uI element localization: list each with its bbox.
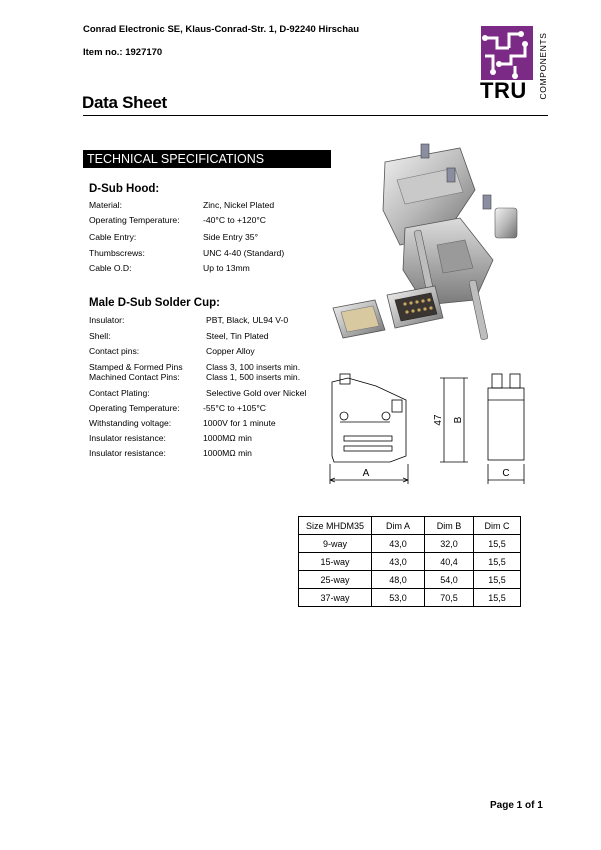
spec-label: Cable Entry:: [89, 232, 137, 242]
spec-label: Operating Temperature:: [89, 403, 180, 413]
table-header: Dim C: [474, 517, 521, 535]
table-row: [299, 589, 521, 607]
technical-drawing: [320, 360, 550, 490]
table-cell: 70,5: [425, 589, 474, 607]
table-row: [299, 553, 521, 571]
table-row: [299, 571, 521, 589]
tech-specs-heading: TECHNICAL SPECIFICATIONS: [83, 150, 331, 168]
table-cell: 48,0: [372, 571, 425, 589]
spec-label: Shell:: [89, 331, 111, 341]
item-number: Item no.: 1927170: [83, 47, 163, 58]
spec-value: Class 1, 500 inserts min.: [206, 372, 301, 382]
hood-heading: D-Sub Hood:: [89, 183, 160, 195]
spec-value: UNC 4-40 (Standard): [203, 248, 285, 258]
spec-value: Up to 13mm: [203, 263, 250, 273]
spec-label: Contact Plating:: [89, 388, 150, 398]
dim-b-label: B: [453, 416, 464, 424]
spec-value: -55°C to +105°C: [203, 403, 267, 413]
table-cell: 54,0: [425, 571, 474, 589]
spec-label: Machined Contact Pins:: [89, 372, 180, 382]
table-cell: 15,5: [474, 571, 521, 589]
dim-c-label: C: [502, 468, 510, 479]
spec-label: Insulator resistance:: [89, 433, 166, 443]
spec-label: Thumbscrews:: [89, 248, 145, 258]
table-cell: 15,5: [474, 553, 521, 571]
table-cell: 32,0: [425, 535, 474, 553]
spec-value: Zinc, Nickel Plated: [203, 200, 275, 210]
spec-label: Stamped & Formed Pins: [89, 362, 183, 372]
spec-value: Selective Gold over Nickel: [206, 388, 307, 398]
page-number: Page 1 of 1: [490, 800, 543, 811]
spec-label: Insulator:: [89, 315, 125, 325]
company-address: Conrad Electronic SE, Klaus-Conrad-Str. 1, D-92240 Hirschau: [83, 24, 360, 35]
circuit-logo-icon: [481, 26, 533, 80]
table-row: [299, 535, 521, 553]
spec-value: Side Entry 35°: [203, 232, 259, 242]
spec-value: 1000MΩ min: [203, 433, 252, 443]
logo-wordmark: TRU: [480, 78, 527, 103]
table-cell: 9-way: [299, 535, 372, 553]
table-cell: 15,5: [474, 589, 521, 607]
spec-value: Steel, Tin Plated: [206, 331, 269, 341]
cup-heading: Male D-Sub Solder Cup:: [89, 297, 220, 309]
dim-47-label: 47: [433, 414, 444, 426]
table-header: Dim B: [425, 517, 474, 535]
spec-value: PBT, Black, UL94 V-0: [206, 315, 289, 325]
dim-a-label: A: [362, 468, 370, 479]
table-cell: 15-way: [299, 553, 372, 571]
table-header: Size MHDM35: [299, 517, 372, 535]
logo-side-text: COMPONENTS: [538, 32, 548, 100]
spec-label: Cable O.D:: [89, 263, 132, 273]
title-divider: [83, 115, 548, 116]
tru-components-logo: [481, 26, 551, 104]
spec-label: Material:: [89, 200, 122, 210]
product-photo: [325, 140, 530, 355]
spec-label: Contact pins:: [89, 346, 140, 356]
page-title: Data Sheet: [82, 93, 167, 112]
table-cell: 40,4: [425, 553, 474, 571]
table-cell: 15,5: [474, 535, 521, 553]
table-cell: 43,0: [372, 553, 425, 571]
spec-value: 1000MΩ min: [203, 448, 252, 458]
table-header-row: [299, 517, 521, 535]
spec-label: Operating Temperature:: [89, 215, 180, 225]
spec-label: Withstanding voltage:: [89, 418, 172, 428]
table-header: Dim A: [372, 517, 425, 535]
table-cell: 25-way: [299, 571, 372, 589]
spec-value: Class 3, 100 inserts min.: [206, 362, 301, 372]
spec-value: -40°C to +120°C: [203, 215, 267, 225]
spec-value: 1000V for 1 minute: [203, 418, 276, 428]
spec-label: Insulator resistance:: [89, 448, 166, 458]
dimensions-table: [298, 516, 521, 607]
spec-value: Copper Alloy: [206, 346, 255, 356]
table-cell: 53,0: [372, 589, 425, 607]
table-cell: 37-way: [299, 589, 372, 607]
table-cell: 43,0: [372, 535, 425, 553]
